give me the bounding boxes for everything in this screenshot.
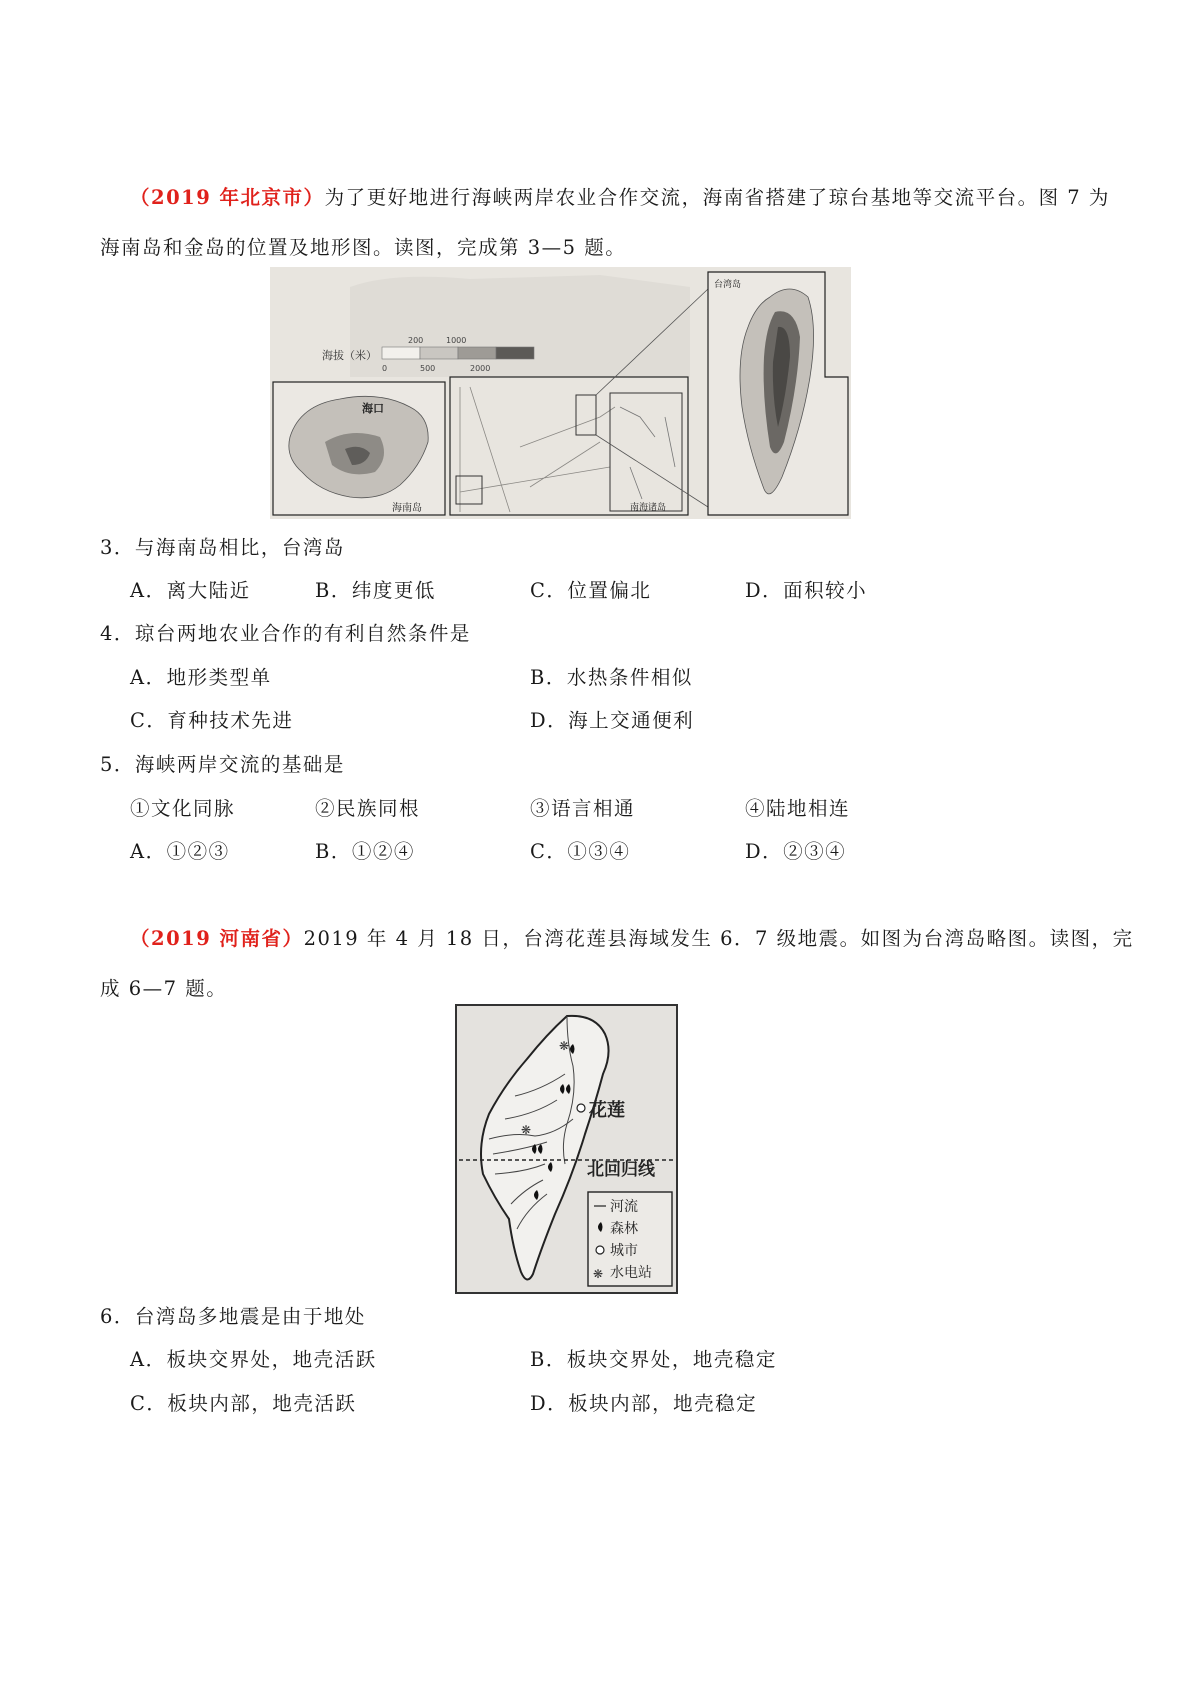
- label-hainan: 海南岛: [392, 503, 422, 514]
- legend-tick: 200: [408, 336, 424, 345]
- legend-hydropower: 水电站: [610, 1265, 652, 1281]
- question-5-option-c[interactable]: C．①③④: [530, 840, 631, 863]
- question-4-stem: 4．琼台两地农业合作的有利自然条件是: [100, 622, 471, 645]
- question-5-item: ②民族同根: [315, 797, 421, 820]
- question-5-option-d[interactable]: D．②③④: [745, 840, 847, 863]
- city-marker: [577, 1104, 585, 1112]
- map-legend: [588, 1192, 672, 1286]
- legend-river: 河流: [610, 1199, 638, 1215]
- question-6-stem: 6．台湾岛多地震是由于地处: [100, 1305, 366, 1328]
- svg-text:❋: ❋: [593, 1267, 604, 1281]
- legend-tick: 0: [382, 364, 388, 373]
- question-5-item: ①文化同脉: [130, 797, 236, 820]
- question-3-option-d[interactable]: D．面积较小: [745, 579, 868, 602]
- question-4-option-a[interactable]: A．地形类型单: [130, 666, 272, 689]
- question-3-option-c[interactable]: C．位置偏北: [530, 579, 652, 602]
- legend-tick: 1000: [446, 336, 467, 345]
- question-5-stem: 5．海峡两岸交流的基础是: [100, 753, 345, 776]
- intro-text: 为了更好地进行海峡两岸农业合作交流，海南省搭建了琼台基地等交流平台。图 7 为: [324, 186, 1110, 209]
- question-6-option-a[interactable]: A．板块交界处，地壳活跃: [130, 1348, 377, 1371]
- question-5-option-a[interactable]: A．①②③: [130, 840, 230, 863]
- question-5-item: ④陆地相连: [745, 797, 851, 820]
- legend-forest: 森林: [610, 1221, 638, 1237]
- question-5-item: ③语言相通: [530, 797, 636, 820]
- question-4-option-b[interactable]: B．水热条件相似: [530, 666, 693, 689]
- intro-paragraph-2: [100, 914, 1134, 1014]
- hydropower-icon: ❋: [559, 1039, 570, 1053]
- question-3-stem: 3．与海南岛相比，台湾岛: [100, 536, 345, 559]
- question-3-option-b[interactable]: B．纬度更低: [315, 579, 436, 602]
- figure-hainan-taiwan-map: [270, 267, 851, 519]
- question-6-option-c[interactable]: C．板块内部，地壳活跃: [130, 1392, 357, 1415]
- legend-tick: 2000: [470, 364, 491, 373]
- hydropower-icon: ❋: [521, 1123, 532, 1137]
- figure-taiwan-sketch-map: [455, 1004, 678, 1294]
- label-haikou: 海口: [362, 402, 384, 415]
- legend-tick: 500: [420, 364, 436, 373]
- question-5-option-b[interactable]: B．①②④: [315, 840, 415, 863]
- legend-city: 城市: [610, 1243, 638, 1259]
- intro-text: 2019 年 4 月 18 日，台湾花莲县海域发生 6．7 级地震。如图为台湾岛略图。读图，完: [303, 927, 1134, 950]
- intro-text-cont: 成 6—7 题。: [100, 977, 228, 1000]
- source-tag: （2019 年北京市）: [130, 186, 325, 209]
- intro-paragraph-1: [100, 173, 1120, 273]
- question-6-option-d[interactable]: D．板块内部，地壳稳定: [530, 1392, 758, 1415]
- label-hualien: 花莲: [589, 1100, 625, 1121]
- label-nanhai: 南海诸岛: [630, 503, 667, 513]
- question-4-option-c[interactable]: C．育种技术先进: [130, 709, 294, 732]
- question-4-option-d[interactable]: D．海上交通便利: [530, 709, 695, 732]
- question-6-option-b[interactable]: B．板块交界处，地壳稳定: [530, 1348, 777, 1371]
- intro-text-cont: 海南岛和金岛的位置及地形图。读图，完成第 3—5 题。: [100, 236, 627, 259]
- legend-title: 海拔（米）: [322, 349, 377, 362]
- source-tag: （2019 河南省）: [130, 927, 304, 950]
- hainan-inset: [273, 382, 445, 515]
- label-taiwan: 台湾岛: [714, 280, 742, 290]
- question-3-option-a[interactable]: A．离大陆近: [130, 579, 251, 602]
- label-tropic-of-cancer: 北回归线: [587, 1160, 655, 1180]
